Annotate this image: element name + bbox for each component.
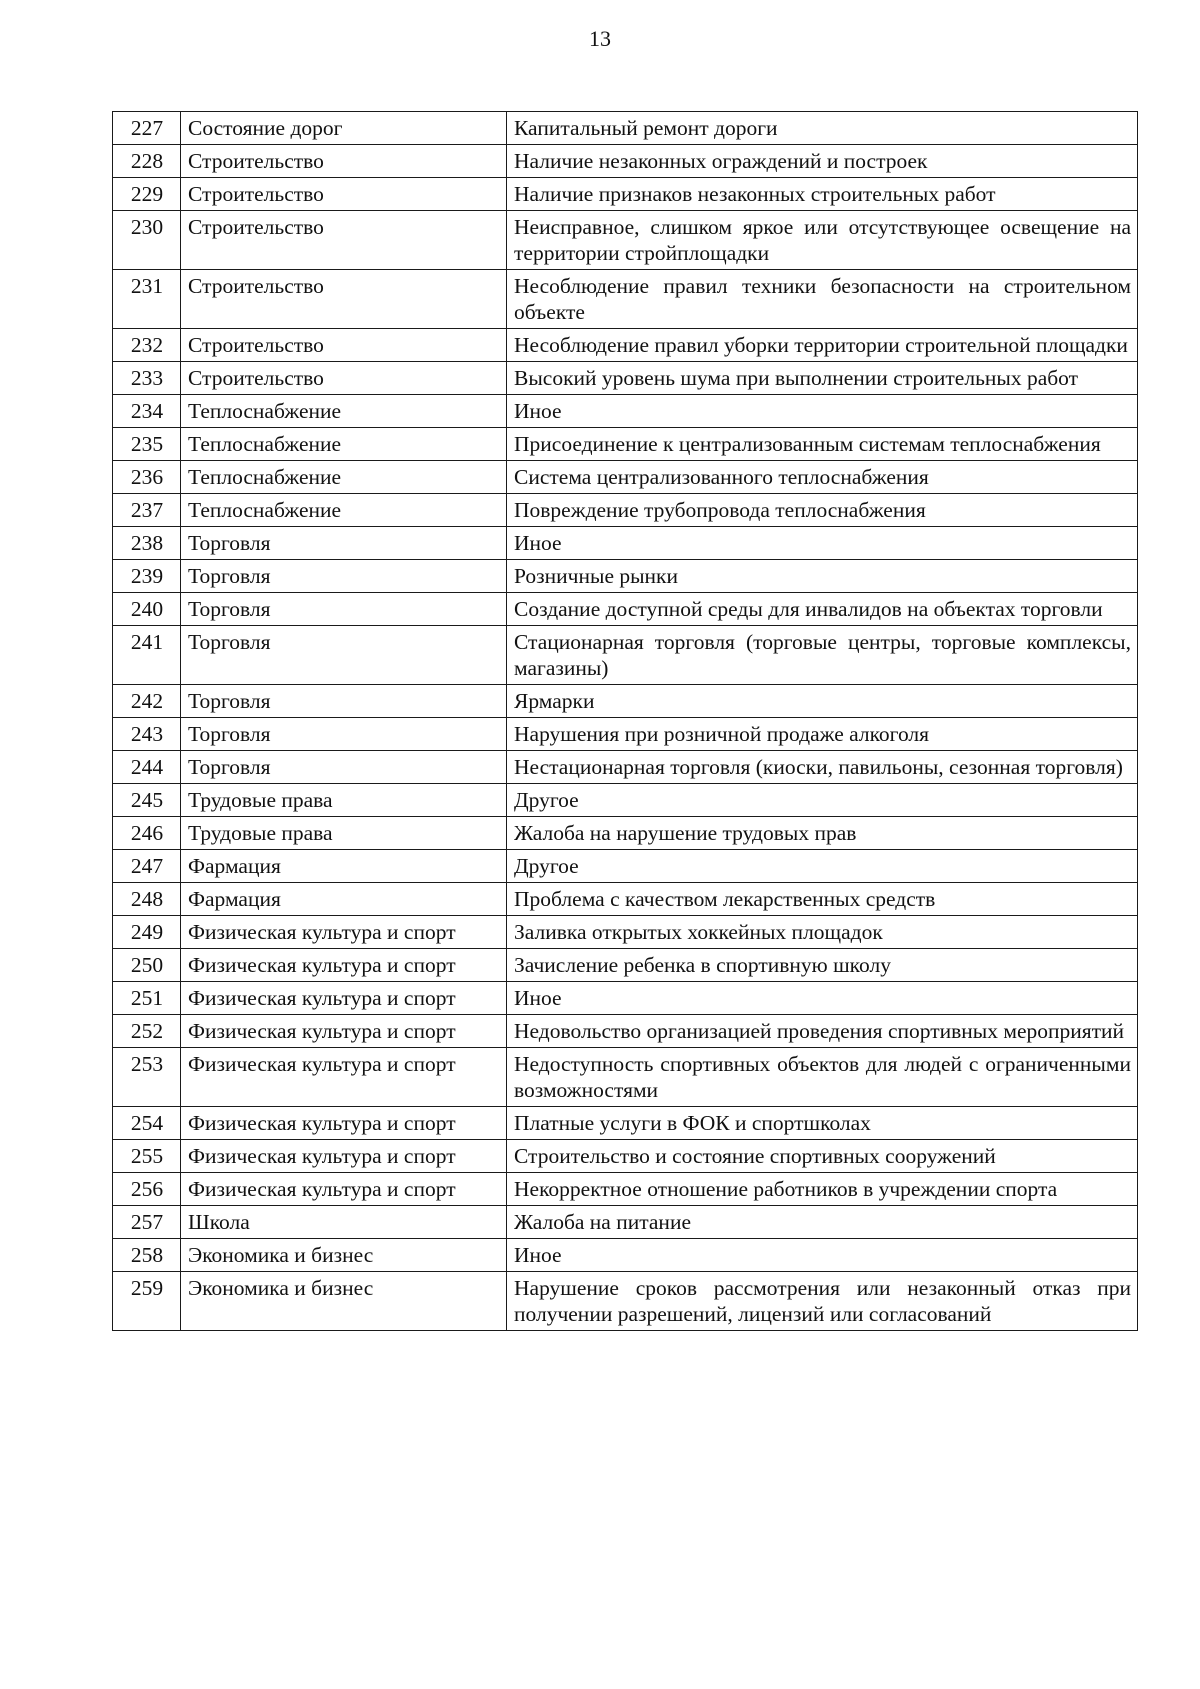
subcategory-cell: Розничные рынки <box>507 560 1138 593</box>
category-cell: Строительство <box>181 211 507 270</box>
subcategory-cell: Неисправное, слишком яркое или отсутствующее освещение на территории стройплощадки <box>507 211 1138 270</box>
table-row <box>113 145 1138 178</box>
category-cell: Торговля <box>181 593 507 626</box>
row-number-cell: 231 <box>113 270 181 329</box>
table-row <box>113 1239 1138 1272</box>
table-row <box>113 211 1138 270</box>
table-row <box>113 428 1138 461</box>
category-cell: Торговля <box>181 560 507 593</box>
category-cell: Строительство <box>181 270 507 329</box>
category-cell: Школа <box>181 1206 507 1239</box>
table-row <box>113 560 1138 593</box>
subcategory-cell: Стационарная торговля (торговые центры, торговые комплексы, магазины) <box>507 626 1138 685</box>
subcategory-cell: Жалоба на нарушение трудовых прав <box>507 817 1138 850</box>
row-number-cell: 236 <box>113 461 181 494</box>
subcategory-cell: Система централизованного теплоснабжения <box>507 461 1138 494</box>
table-row <box>113 329 1138 362</box>
table-row <box>113 1048 1138 1107</box>
row-number-cell: 238 <box>113 527 181 560</box>
row-number-cell: 228 <box>113 145 181 178</box>
subcategory-cell: Иное <box>507 395 1138 428</box>
table-row <box>113 685 1138 718</box>
subcategory-cell: Заливка открытых хоккейных площадок <box>507 916 1138 949</box>
row-number-cell: 256 <box>113 1173 181 1206</box>
category-cell: Трудовые права <box>181 784 507 817</box>
row-number-cell: 230 <box>113 211 181 270</box>
subcategory-cell: Создание доступной среды для инвалидов на объектах торговли <box>507 593 1138 626</box>
subcategory-cell: Некорректное отношение работников в учреждении спорта <box>507 1173 1138 1206</box>
row-number-cell: 227 <box>113 112 181 145</box>
table-row <box>113 718 1138 751</box>
subcategory-cell: Высокий уровень шума при выполнении строительных работ <box>507 362 1138 395</box>
table-row <box>113 850 1138 883</box>
category-cell: Строительство <box>181 329 507 362</box>
subcategory-cell: Нарушения при розничной продаже алкоголя <box>507 718 1138 751</box>
row-number-cell: 258 <box>113 1239 181 1272</box>
subcategory-cell: Другое <box>507 784 1138 817</box>
row-number-cell: 244 <box>113 751 181 784</box>
category-cell: Физическая культура и спорт <box>181 1173 507 1206</box>
subcategory-cell: Зачисление ребенка в спортивную школу <box>507 949 1138 982</box>
row-number-cell: 242 <box>113 685 181 718</box>
table-row <box>113 593 1138 626</box>
row-number-cell: 235 <box>113 428 181 461</box>
row-number-cell: 259 <box>113 1272 181 1331</box>
category-cell: Физическая культура и спорт <box>181 1048 507 1107</box>
row-number-cell: 233 <box>113 362 181 395</box>
subcategory-cell: Несоблюдение правил техники безопасности на строительном объекте <box>507 270 1138 329</box>
category-cell: Состояние дорог <box>181 112 507 145</box>
table-row <box>113 178 1138 211</box>
subcategory-cell: Иное <box>507 1239 1138 1272</box>
table-row <box>113 395 1138 428</box>
row-number-cell: 247 <box>113 850 181 883</box>
table-row <box>113 461 1138 494</box>
row-number-cell: 257 <box>113 1206 181 1239</box>
table-row <box>113 784 1138 817</box>
row-number-cell: 248 <box>113 883 181 916</box>
category-cell: Физическая культура и спорт <box>181 1140 507 1173</box>
subcategory-cell: Жалоба на питание <box>507 1206 1138 1239</box>
table-row <box>113 883 1138 916</box>
category-cell: Фармация <box>181 883 507 916</box>
category-cell: Теплоснабжение <box>181 461 507 494</box>
table-row <box>113 626 1138 685</box>
subcategory-cell: Капитальный ремонт дороги <box>507 112 1138 145</box>
row-number-cell: 245 <box>113 784 181 817</box>
category-cell: Торговля <box>181 685 507 718</box>
subcategory-cell: Иное <box>507 982 1138 1015</box>
table-row <box>113 112 1138 145</box>
row-number-cell: 249 <box>113 916 181 949</box>
table-row <box>113 1140 1138 1173</box>
row-number-cell: 232 <box>113 329 181 362</box>
table-row <box>113 527 1138 560</box>
table-row <box>113 982 1138 1015</box>
table-row <box>113 1107 1138 1140</box>
category-cell: Торговля <box>181 527 507 560</box>
subcategory-cell: Наличие незаконных ограждений и построек <box>507 145 1138 178</box>
row-number-cell: 243 <box>113 718 181 751</box>
row-number-cell: 254 <box>113 1107 181 1140</box>
subcategory-cell: Недоступность спортивных объектов для людей с ограниченными возможностями <box>507 1048 1138 1107</box>
category-cell: Физическая культура и спорт <box>181 982 507 1015</box>
category-cell: Физическая культура и спорт <box>181 1015 507 1048</box>
subcategory-cell: Другое <box>507 850 1138 883</box>
subcategory-cell: Строительство и состояние спортивных сооружений <box>507 1140 1138 1173</box>
category-cell: Торговля <box>181 751 507 784</box>
category-cell: Теплоснабжение <box>181 428 507 461</box>
category-cell: Экономика и бизнес <box>181 1239 507 1272</box>
table-row <box>113 1015 1138 1048</box>
table-row <box>113 751 1138 784</box>
row-number-cell: 246 <box>113 817 181 850</box>
table-row <box>113 362 1138 395</box>
table-row <box>113 270 1138 329</box>
subcategory-cell: Присоединение к централизованным системам теплоснабжения <box>507 428 1138 461</box>
category-cell: Строительство <box>181 145 507 178</box>
category-cell: Физическая культура и спорт <box>181 1107 507 1140</box>
subcategory-cell: Проблема с качеством лекарственных средств <box>507 883 1138 916</box>
classifier-table <box>112 111 1138 1331</box>
row-number-cell: 240 <box>113 593 181 626</box>
row-number-cell: 234 <box>113 395 181 428</box>
category-cell: Торговля <box>181 626 507 685</box>
row-number-cell: 253 <box>113 1048 181 1107</box>
category-cell: Теплоснабжение <box>181 494 507 527</box>
table-row <box>113 494 1138 527</box>
page-number: 13 <box>589 26 611 51</box>
row-number-cell: 252 <box>113 1015 181 1048</box>
subcategory-cell: Платные услуги в ФОК и спортшколах <box>507 1107 1138 1140</box>
table-row <box>113 916 1138 949</box>
table-row <box>113 1206 1138 1239</box>
category-cell: Строительство <box>181 362 507 395</box>
category-cell: Теплоснабжение <box>181 395 507 428</box>
row-number-cell: 229 <box>113 178 181 211</box>
row-number-cell: 239 <box>113 560 181 593</box>
category-cell: Торговля <box>181 718 507 751</box>
row-number-cell: 241 <box>113 626 181 685</box>
category-cell: Экономика и бизнес <box>181 1272 507 1331</box>
category-cell: Фармация <box>181 850 507 883</box>
subcategory-cell: Нестационарная торговля (киоски, павильоны, сезонная торговля) <box>507 751 1138 784</box>
subcategory-cell: Повреждение трубопровода теплоснабжения <box>507 494 1138 527</box>
category-cell: Трудовые права <box>181 817 507 850</box>
subcategory-cell: Несоблюдение правил уборки территории строительной площадки <box>507 329 1138 362</box>
table-row <box>113 1272 1138 1331</box>
row-number-cell: 251 <box>113 982 181 1015</box>
subcategory-cell: Наличие признаков незаконных строительных работ <box>507 178 1138 211</box>
category-cell: Физическая культура и спорт <box>181 916 507 949</box>
subcategory-cell: Нарушение сроков рассмотрения или незаконный отказ при получении разрешений, лицензий или согласований <box>507 1272 1138 1331</box>
table-row <box>113 1173 1138 1206</box>
category-cell: Физическая культура и спорт <box>181 949 507 982</box>
table-row <box>113 817 1138 850</box>
subcategory-cell: Ярмарки <box>507 685 1138 718</box>
table-body <box>113 112 1138 1331</box>
table-row <box>113 949 1138 982</box>
row-number-cell: 250 <box>113 949 181 982</box>
row-number-cell: 237 <box>113 494 181 527</box>
subcategory-cell: Иное <box>507 527 1138 560</box>
row-number-cell: 255 <box>113 1140 181 1173</box>
category-cell: Строительство <box>181 178 507 211</box>
subcategory-cell: Недовольство организацией проведения спортивных мероприятий <box>507 1015 1138 1048</box>
